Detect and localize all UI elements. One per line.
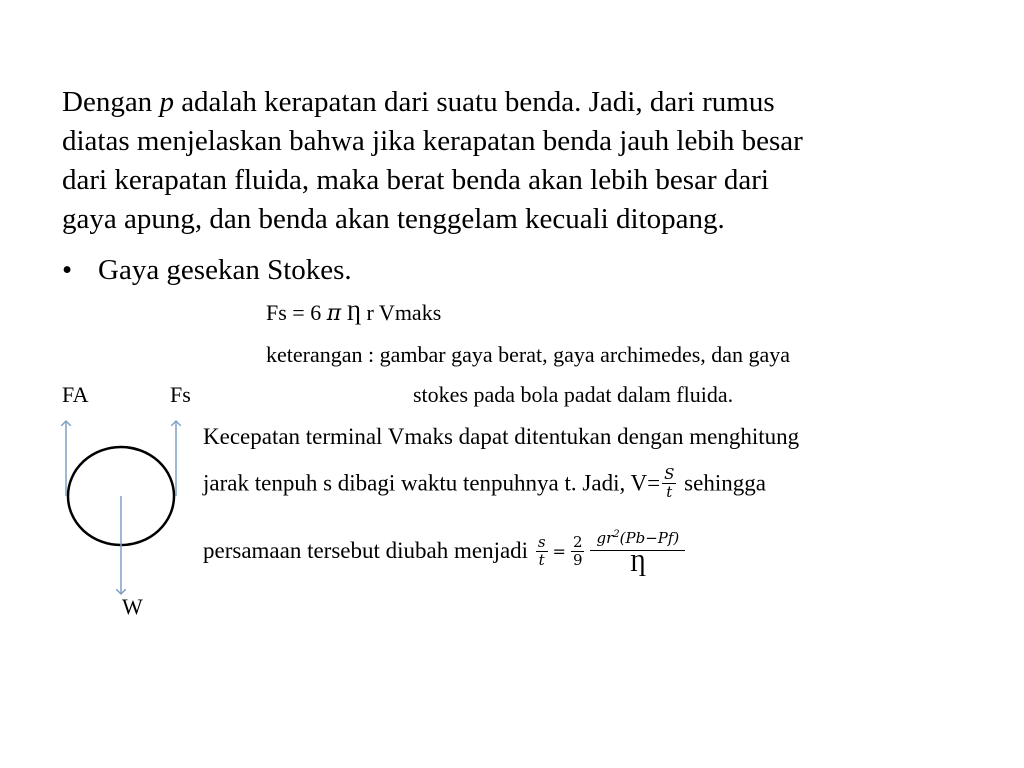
paragraph-line-2: diatas menjelaskan bahwa jika kerapatan benda jauh lebih besar	[62, 125, 803, 157]
terminal-line-3	[203, 525, 685, 577]
bullet-symbol: •	[62, 254, 73, 286]
pi-symbol: π	[326, 301, 342, 326]
fraction-numerator: S	[664, 465, 675, 483]
terminal-text: jarak tenpuh s dibagi waktu tenpuhnya t. Jadi, V=	[203, 470, 661, 496]
fraction-numerator: 2	[572, 532, 583, 551]
formula-text: Fs = 6	[266, 300, 327, 325]
caption-line-1: keterangan : gambar gaya berat, gaya archimedes, dan gaya	[266, 342, 791, 367]
bullet-text: Gaya gesekan Stokes.	[98, 254, 352, 286]
numerator-text: (Pb−Pf)	[619, 529, 680, 547]
paragraph-text: adalah kerapatan dari suatu benda. Jadi, dari rumus	[173, 86, 775, 118]
terminal-line-2	[203, 466, 766, 501]
big-fraction-denominator: Ƞ	[630, 551, 646, 577]
eta-symbol: Ƞ	[346, 300, 361, 325]
terminal-text: persamaan tersebut diubah menjadi	[203, 538, 534, 563]
velocity-fraction	[662, 466, 676, 501]
paragraph-text: Dengan	[62, 86, 160, 118]
terminal-text: sehingga	[678, 470, 766, 496]
s-over-t-fraction	[536, 534, 548, 569]
fraction-numerator: s	[537, 532, 546, 551]
formula-text: r Vmaks	[361, 300, 442, 325]
terminal-line-1: Kecepatan terminal Vmaks dapat ditentukan dengan menghitung	[203, 424, 800, 449]
two-ninths-fraction	[571, 534, 585, 569]
numerator-text: gr	[596, 529, 614, 547]
fraction-denominator: 9	[572, 550, 583, 569]
density-variable: p	[159, 86, 174, 118]
stokes-velocity-fraction	[590, 525, 685, 577]
caption-line-2: stokes pada bola padat dalam fluida.	[413, 382, 734, 407]
big-fraction-numerator	[590, 525, 685, 551]
label-fs: Fs	[170, 382, 191, 407]
fraction-denominator: t	[536, 551, 548, 569]
paragraph-line-3: dari kerapatan fluida, maka berat benda akan lebih besar dari	[62, 164, 769, 196]
equals-sign: =	[552, 541, 566, 561]
paragraph-line-4: gaya apung, dan benda akan tenggelam kecuali ditopang.	[62, 203, 725, 235]
label-w: W	[122, 594, 143, 619]
label-fa: FA	[62, 382, 89, 407]
numerator-exponent: 2	[613, 529, 620, 540]
fraction-denominator: t	[662, 483, 676, 501]
